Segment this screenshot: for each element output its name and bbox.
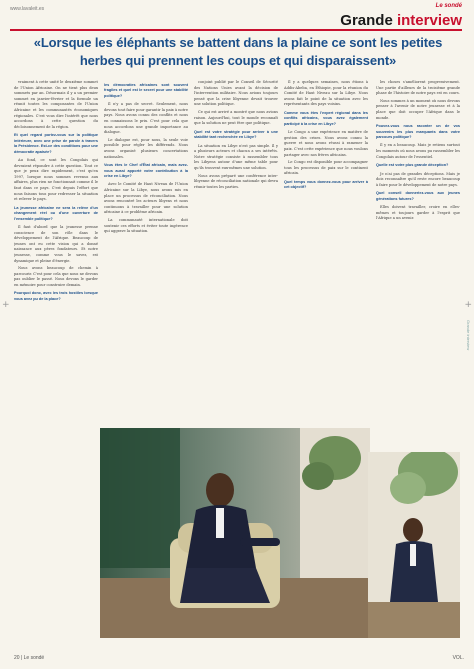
page-number-left: 20 | Le sondé <box>14 655 45 661</box>
column-5 <box>376 80 460 450</box>
question-paragraph: La jeunesse africaine ne sera la relève d'un changement réel ou d'une ouverture de l'ensemble politique? <box>14 205 98 221</box>
column-2 <box>104 80 188 420</box>
rubric-rule <box>10 29 462 31</box>
question-paragraph: Pourquoi donc, avec les trois hostiles lorsque vous avez pu de la place? <box>14 291 98 301</box>
answer-paragraph: Je n'ai pas de grandes déceptions. Mais je dois reconnaître qu'il reste encore beaucoup à faire pour le développement de notre pays. <box>376 171 460 187</box>
rubric-accent: interview <box>396 12 462 29</box>
answer-paragraph: Il faut d'abord que la jeunesse prenne conscience de son rôle dans le développement de l'Afrique. Beaucoup de jeunes ont eu cette vision qui a donné naissance aux pères fondateurs. Et notre jeunesse, comme vous le savez, est dynamique et pleine d'énergie. <box>14 224 98 263</box>
answer-paragraph: La communauté internationale doit soutenir ces efforts et éviter toute ingérence qui aggrave la situation. <box>104 217 188 234</box>
answer-paragraph: La situation en Libye n'est pas simple. Il y a plusieurs acteurs et chacun a ses intérêts. Notre stratégie consiste à rassembler tous les Libyens autour d'une même table pour qu'ils trouvent eux-mêmes une solution. <box>194 143 278 170</box>
question-paragraph: Quel est votre stratégie pour arriver à une stabilité tant recherchée en Libye? <box>194 129 278 140</box>
interview-photo-graphic <box>100 428 370 638</box>
answer-paragraph: Avec le Comité de Haut Niveau de l'Union Africaine sur la Libye, nous avons mis en place un processus de réconciliation. Nous avons rencontré les acteurs libyens et nous continuons à travailler pour une solution africaine à ce problème africain. <box>104 182 188 215</box>
answer-paragraph: Il y en a beaucoup. Mais je retiens surtout les moments où nous avons pu rassembler les Congolais autour de l'essentiel. <box>376 143 460 159</box>
question-paragraph: Quel conseil donneriez-vous aux jeunes générations futures? <box>376 191 460 201</box>
answer-paragraph: Nous avons beaucoup de chemin à parcourir. C'est pour cela que nous ne devons pas oublier le passé. Nous devons le garder en mémoire pour construire demain. <box>14 266 98 287</box>
answer-paragraph: Le Congo est disponible pour accompagner tous les processus de paix sur le continent africain. <box>284 160 368 176</box>
rubric-kicker: Le sondé <box>435 3 462 9</box>
registration-mark: + <box>2 300 10 310</box>
answer-paragraph: les choses s'améliorent progressivement. Une partie d'ailleurs de la troisième grande phase de l'histoire de notre pays est en cours. <box>376 80 460 96</box>
answer-paragraph: Il y a quelques semaines, nous étions à Addis-Abeba, en Éthiopie, pour la réunion du Comité de Haut Niveau sur la Libye. Nous avons fait le point de la situation avec les représentants des pays voisins. <box>284 80 368 107</box>
secondary-photo <box>368 452 460 638</box>
secondary-photo-graphic <box>368 452 460 638</box>
question-paragraph: Quelle est votre plus grande déception? <box>376 163 449 168</box>
question-paragraph: Comme vous êtes l'expert régional dans les conflits africains, vous avez également participé à la crise en Libye? <box>284 110 368 126</box>
answer-paragraph: Le dialogue est, pour nous, la seule voie possible pour régler les différends. Nous avons organisé plusieurs concertations nationales. <box>104 137 188 159</box>
column-1 <box>14 80 98 635</box>
column-4 <box>284 80 368 445</box>
masthead <box>0 0 474 32</box>
answer-paragraph: Nous sommes à un moment où nous devons penser à l'avenir de notre jeunesse et à la place que doit occuper l'Afrique dans le monde. <box>376 98 460 120</box>
registration-mark: + <box>464 300 472 310</box>
rubric-title <box>340 12 462 29</box>
article-headline: «Lorsque les éléphants se battent dans la plaine ce sont les petites herbes qui prennent les coups et qui disparaissent» <box>33 35 443 68</box>
column-3 <box>194 80 278 420</box>
page-number-right: VOL. <box>452 655 464 661</box>
answer-paragraph: Nous avons préparé une conférence inter-libyenne de réconciliation nationale qui devra réunir toutes les parties. <box>194 173 278 189</box>
answer-paragraph: Le Congo a une expérience en matière de gestion des crises. Nous avons connu la guerre et nous avons réussi à ramener la paix. C'est cette expérience que nous voulons partager avec nos frères africains. <box>284 130 368 157</box>
answer-paragraph: vraiment à cette unité le deuxième sommet de l'Union Africaine. On ne tient plus deux sommets par an. Désormais il y a un premier sommet en janvier-février et la formule un réunit toutes les composantes de l'Union Africaine et les communautés économiques régionales. C'est vous dire l'intérêt que nous accordons à cette question du décloisonnement de la région. <box>14 80 98 129</box>
answer-paragraph: Elles doivent travailler, croire en elles-mêmes et toujours garder à l'esprit que l'Afrique a un avenir. <box>376 205 460 221</box>
question-paragraph: Vous êtes le Chef d'État africain, mais avez-vous aussi apporté votre contribution à la crise en Libye? <box>104 163 188 178</box>
answer-paragraph: Il n'y a pas de secret. Seulement, nous devons tout faire pour garantir la paix à notre pays. Nous avons connu des conflits et nous en connaissons le prix. C'est pour cela que nous accordons une grande importance au dialogue. <box>104 102 188 135</box>
question-paragraph: Pouvez-vous nous raconter un de vos souvenirs les plus marquants dans votre parcours politique? <box>376 124 460 139</box>
side-credit: Grande interview <box>466 320 471 351</box>
question-paragraph: Et quel regard portez-vous sur la politique intérieure, avec une prise de parole à travers la Présidence. Est-ce des conditions pour une démocratie apaisée? <box>14 133 98 154</box>
question-paragraph: les démocraties africaines sont souvent fragiles et quel est le secret pour une stabilité politique? <box>104 83 188 98</box>
rubric <box>340 3 462 29</box>
rubric-prefix: Grande <box>340 12 393 29</box>
site-url: www.lavaleit.es <box>10 6 45 12</box>
answer-paragraph: Ce qui est arrivé a montré que nous avions raison. Aujourd'hui, tout le monde reconnaît que la solution ne peut être que politique. <box>194 109 278 126</box>
interview-photo <box>100 428 370 638</box>
answer-paragraph: conjoint publié par le Conseil de Sécurité des Nations Unies avant la décision de l'intervention militaire. Nous avions toujours pensé que la crise libyenne devait trouver une solution politique. <box>194 80 278 107</box>
question-paragraph: Quel temps vous donnez-vous pour arriver à cet objectif? <box>284 179 368 190</box>
answer-paragraph: Au fond, ce sont les Congolais qui devraient répondre à cette question. Tout ce que je peux dire rapidement, c'est qu'en 1997, lorsque nous sommes revenus aux affaires, plus rien ne fonctionnait comme il le faut dans ce pays. C'est depuis l'effort que nous faisons tous pour redresser la situation et relever le pays. <box>14 157 98 202</box>
